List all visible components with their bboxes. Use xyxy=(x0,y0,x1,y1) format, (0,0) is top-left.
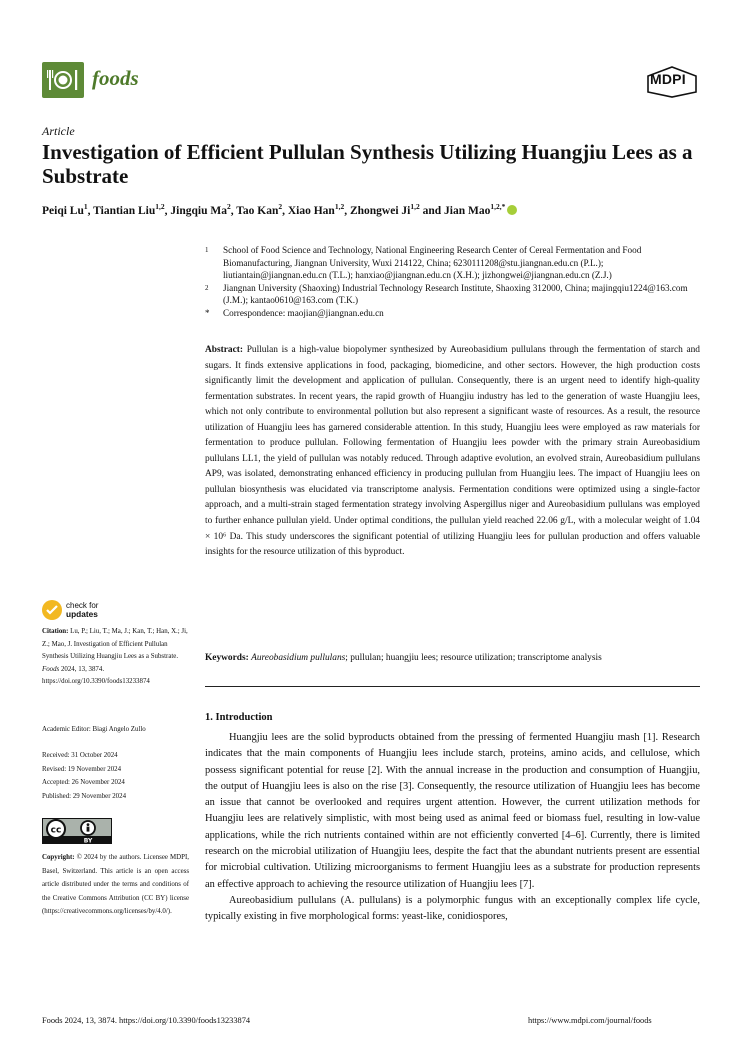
copyright-text: © 2024 by the authors. Licensee MDPI, Basel, Switzerland. This article is an open access article distributed under the terms and conditions of the Creative Commons Attribution (CC BY) license (https://creativecommons.org/licenses/by/4.0/). xyxy=(42,854,189,916)
keyword: pullulan xyxy=(350,653,381,663)
keyword: resource utilization xyxy=(440,653,513,663)
paragraph: Aureobasidium pullulans (A. pullulans) is a polymorphic fungus with an exceptionally complex life cycle, typically existing in five morphological forms: yeast-like, conidiospores, xyxy=(205,894,700,923)
footer-journal-url[interactable]: https://www.mdpi.com/journal/foods xyxy=(528,1016,652,1025)
dates xyxy=(42,749,192,803)
author-aff: 1,2,* xyxy=(490,202,506,211)
article-title: Investigation of Efficient Pullulan Synthesis Utilizing Huangjiu Lees as a Substrate xyxy=(42,140,693,188)
author-aff: 1,2 xyxy=(334,202,345,211)
author-aff: 2 xyxy=(226,202,231,211)
abstract xyxy=(205,343,700,561)
date-published: Published: 29 November 2024 xyxy=(42,792,127,800)
affiliation-2 xyxy=(205,282,705,307)
section-divider xyxy=(205,686,700,687)
paragraph: Huangjiu lees are the solid byproducts obtained from the pressing of fermented Huangjiu mash [1]. Research indicates that the main components of Huangjiu lees include starch, proteins, amino acids, and cellulose, which possess significant potential for reuse [2]. With the annual increase in the production and consumption of Huangjiu, the output of Huangjiu lees is also on the rise [3]. Consequently, the resource utilization of Huangjiu lees has become an issue that cannot be overlooked and requires urgent attention. However, the current utilization methods for Huangjiu lees are relatively simplistic, with most being used as animal feed or biomass fuel, resulting in low-value applications, while the rich nutrients contained within are not efficiently converted [4–6]. Currently, there is limited research on the microbial utilization of Huangjiu lees, despite the fact that the abundant nutrients present are essential for microbial cultivation. Utilizing microorganisms to ferment Huangjiu lees as a substrate for production represents an effective approach to achieving the resource utilization of Huangjiu lees [7]. xyxy=(205,732,700,890)
author-name[interactable]: Jian Mao xyxy=(444,204,491,217)
correspondence-text: Correspondence: maojian@jiangnan.edu.cn xyxy=(223,307,384,318)
affiliation-mark: * xyxy=(205,307,210,318)
author-aff: 1 xyxy=(83,202,88,211)
citation-text: Lu, P.; Liu, T.; Ma, J.; Kan, T.; Han, X.; Ji, Z.; Mao, J. Investigation of Efficient Pullulan Synthesis Utilizing Huangjiu Lees as a Substrate. xyxy=(42,628,188,661)
date-revised: Revised: 19 November 2024 xyxy=(42,765,122,773)
journal-logo-icon xyxy=(42,62,84,98)
cc-label: BY xyxy=(83,837,93,844)
orcid-icon[interactable] xyxy=(507,205,517,215)
keywords: Keywords: Aureobasidium pullulans; pullulan; huangjiu lees; resource utilization; transcriptome analysis xyxy=(205,653,602,663)
article-type: Article xyxy=(42,124,75,138)
footer-citation: Foods 2024, 13, 3874. https://doi.org/10.3390/foods13233874 xyxy=(42,1016,251,1025)
keywords-label: Keywords: xyxy=(205,653,249,663)
keyword: Aureobasidium pullulans xyxy=(251,653,346,663)
citation-block xyxy=(42,626,190,689)
copyright-label: Copyright: xyxy=(42,854,75,861)
author-name[interactable]: Peiqi Lu xyxy=(42,204,84,217)
affiliation-mark: 2 xyxy=(205,283,209,292)
abstract-text: Pullulan is a high-value biopolymer synthesized by Aureobasidium pullulans through the fermentation of starch and sugars. It finds extensive applications in food, packaging, biomedicine, and other sectors. However, the high production costs significantly limit the development and application of pullulan. Consequently, there is an urgent need to identify high-quality fermentation substrates. In recent years, the rapid growth of Huangjiu industry has led to the generation of waste Huangjiu lees, which not only contribute to environmental pollution but also represent a significant waste of resources. As a result, the resource utilization of Huangjiu lees has garnered considerable attention. In this study, Huangjiu lees were employed as raw materials for fermentation to produce pullulan. Following fermentation of Huangjiu lees powder with the primary strain Aureobasidium pullulans LL1, the yield of pullulan was notably reduced. Through adaptive evolution, an evolved strain, Aureobasidium pullulans AP9, was isolated, demonstrating enhanced efficiency in producing pullulan from Huangjiu lees. The impact of Huangjiu lees on pullulan biosynthesis was elucidated via transcriptome analysis. Fermentation conditions were optimized using a single-factor approach, and a multi-strain staged fermentation strategy involving Aspergillus niger and Aureobasidium pullulans was employed to further enhance pullulan yield. Under optimal conditions, the pullulan yield reached 22.06 g/L, with a molecular weight of 1.04 × 10⁶ Da. This study underscores the significant potential of utilizing Huangjiu lees for pullulan production and offers valuable insights for the resource utilization of this byproduct. xyxy=(205,345,700,558)
author-and: and xyxy=(422,204,442,217)
publisher-logo-text: MDPI xyxy=(650,71,686,87)
check-line1: check for xyxy=(66,601,99,610)
journal-name: foods xyxy=(92,66,139,90)
author-aff: 2 xyxy=(278,202,283,211)
author-name[interactable]: Xiao Han xyxy=(287,204,335,217)
date-accepted: Accepted: 26 November 2024 xyxy=(42,779,125,786)
copyright-block xyxy=(42,851,189,919)
introduction-body xyxy=(205,730,700,926)
svg-text:cc: cc xyxy=(50,825,62,836)
cc-by-license-icon[interactable] xyxy=(42,818,112,844)
author-aff: 1,2 xyxy=(155,202,165,211)
check-for-updates-icon[interactable] xyxy=(42,600,62,620)
affiliation-mark: 1 xyxy=(205,246,209,254)
author-name[interactable]: Jingqiu Ma xyxy=(170,204,227,217)
check-line2: updates xyxy=(66,609,98,619)
author-list: Peiqi Lu$^1$, Tiantian Liu$^{1,2}$, Jingqiu Ma$^2$, Tao Kan$^2$, Xiao Han$^{1,2}$, Zhongwei Ji$^{1,2}$ and Jian Mao$^{1,2,*}$ xyxy=(42,202,712,217)
affiliation-text: Jiangnan University (Shaoxing) Industrial Technology Research Institute, Shaoxing 312000, China; majingqiu1224@163.com (J.M.); kantao0610@163.com (T.K.) xyxy=(223,282,688,306)
author-aff: 1,2 xyxy=(410,202,420,211)
author-name[interactable]: Tiantian Liu xyxy=(93,204,156,217)
affiliation-1 xyxy=(205,244,705,282)
date-received: Received: 31 October 2024 xyxy=(42,752,118,759)
academic-editor: Academic Editor: Biagi Angelo Zullo xyxy=(42,726,146,733)
affiliation-text: School of Food Science and Technology, National Engineering Research Center of Cereal Fermentation and Food Biomanufacturing, Jiangnan University, Wuxi 214122, China; 6230111208@stu.jiangnan.edu.cn (P.L.); liutiantain@jiangnan.edu.cn (T.L.); hanxiao@jiangnan.edu.cn (X.H.); jizhongwei@jiangnan.edu.cn (Z.J.) xyxy=(223,245,642,281)
keyword: transcriptome analysis xyxy=(517,653,602,663)
correspondence xyxy=(205,307,705,320)
citation-volume[interactable]: 2024, 13, 3874. https://doi.org/10.3390/foods13233874 xyxy=(42,665,150,686)
author-name[interactable]: Tao Kan xyxy=(236,204,279,217)
affiliations xyxy=(205,244,705,320)
author-name[interactable]: Zhongwei Ji xyxy=(349,204,411,217)
citation-label: Citation: xyxy=(42,628,69,635)
check-for-updates[interactable] xyxy=(66,601,98,619)
keyword: huangjiu lees xyxy=(385,653,436,663)
section-heading: 1. Introduction xyxy=(205,712,273,723)
abstract-label: Abstract: xyxy=(205,345,244,355)
citation-journal: Foods xyxy=(42,665,60,673)
